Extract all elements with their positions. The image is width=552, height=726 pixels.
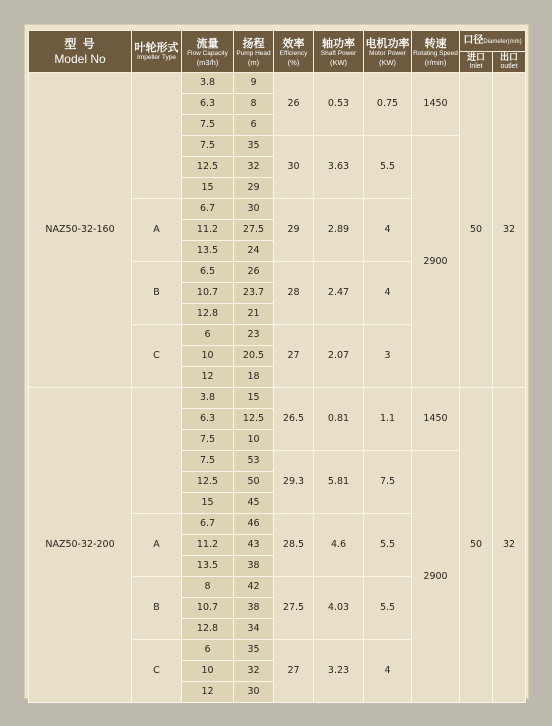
flow-cell: 12.8 [182, 619, 234, 640]
header-flow-unit: (m3/h) [196, 57, 219, 67]
flow-cell: 13.5 [182, 556, 234, 577]
header-efficiency-unit: (%) [287, 57, 300, 67]
efficiency-cell: 27.5 [274, 577, 314, 640]
header-row-1 [29, 31, 526, 52]
header-head-en: Pump Head [236, 49, 271, 57]
header-speed [412, 31, 460, 73]
header-impeller [132, 31, 182, 73]
head-cell: 32 [234, 661, 274, 682]
flow-cell: 7.5 [182, 451, 234, 472]
inlet-cell: 50 [460, 388, 493, 703]
shaft-power-cell: 2.89 [314, 199, 364, 262]
flow-cell: 6.5 [182, 262, 234, 283]
flow-cell: 10 [182, 346, 234, 367]
flow-cell: 12.5 [182, 472, 234, 493]
head-cell: 32 [234, 157, 274, 178]
inlet-cell: 50 [460, 73, 493, 388]
header-diameter-en: Diameter(mm) [483, 38, 522, 45]
efficiency-cell: 28.5 [274, 514, 314, 577]
motor-power-cell: 5.5 [364, 514, 412, 577]
table-row [29, 388, 526, 409]
flow-cell: 3.8 [182, 73, 234, 94]
header-model [29, 31, 132, 73]
shaft-power-cell: 0.81 [314, 388, 364, 451]
model-cell: NAZ50-32-200 [29, 388, 132, 703]
motor-power-cell: 4 [364, 199, 412, 262]
head-cell: 23.7 [234, 283, 274, 304]
flow-cell: 15 [182, 493, 234, 514]
shaft-power-cell: 2.47 [314, 262, 364, 325]
head-cell: 38 [234, 556, 274, 577]
head-cell: 30 [234, 682, 274, 703]
flow-cell: 11.2 [182, 220, 234, 241]
spec-table-body [29, 73, 526, 703]
flow-cell: 3.8 [182, 388, 234, 409]
head-cell: 10 [234, 430, 274, 451]
motor-power-cell: 1.1 [364, 388, 412, 451]
header-outlet-cn: 出口 [499, 53, 518, 63]
motor-power-cell: 4 [364, 262, 412, 325]
head-cell: 27.5 [234, 220, 274, 241]
header-impeller-en: Impeller Type [137, 54, 176, 61]
head-cell: 50 [234, 472, 274, 493]
efficiency-cell: 29.3 [274, 451, 314, 514]
header-inlet [460, 52, 493, 73]
header-outlet-en: outlet [500, 63, 518, 70]
head-cell: 18 [234, 367, 274, 388]
impeller-cell: A [132, 199, 182, 262]
efficiency-cell: 26 [274, 73, 314, 136]
outlet-cell: 32 [493, 73, 526, 388]
model-cell: NAZ50-32-160 [29, 73, 132, 388]
flow-cell: 7.5 [182, 115, 234, 136]
head-cell: 24 [234, 241, 274, 262]
header-motor-power [364, 31, 412, 73]
header-speed-cn: 转速 [424, 36, 447, 50]
head-cell: 46 [234, 514, 274, 535]
header-flow [182, 31, 234, 73]
impeller-cell: C [132, 325, 182, 388]
speed-cell: 2900 [412, 451, 460, 703]
flow-cell: 15 [182, 178, 234, 199]
shaft-power-cell: 2.07 [314, 325, 364, 388]
head-cell: 30 [234, 199, 274, 220]
head-cell: 12.5 [234, 409, 274, 430]
shaft-power-cell: 4.03 [314, 577, 364, 640]
flow-cell: 7.5 [182, 430, 234, 451]
flow-cell: 12 [182, 682, 234, 703]
flow-cell: 10 [182, 661, 234, 682]
motor-power-cell: 3 [364, 325, 412, 388]
motor-power-cell: 0.75 [364, 73, 412, 136]
flow-cell: 10.7 [182, 598, 234, 619]
header-inlet-en: Inlet [469, 63, 483, 70]
shaft-power-cell: 3.23 [314, 640, 364, 703]
head-cell: 35 [234, 136, 274, 157]
header-diameter [460, 31, 526, 52]
header-efficiency [274, 31, 314, 73]
table-row [29, 73, 526, 94]
flow-cell: 8 [182, 577, 234, 598]
shaft-power-cell: 0.53 [314, 73, 364, 136]
efficiency-cell: 26.5 [274, 388, 314, 451]
head-cell: 34 [234, 619, 274, 640]
flow-cell: 6.7 [182, 199, 234, 220]
head-cell: 6 [234, 115, 274, 136]
header-diameter-cn: 口径 [463, 34, 484, 46]
header-shaft-en: Shaft Power [320, 49, 357, 57]
head-cell: 42 [234, 577, 274, 598]
flow-cell: 6.3 [182, 409, 234, 430]
header-flow-cn: 流量 [196, 36, 219, 50]
impeller-cell: C [132, 640, 182, 703]
shaft-power-cell: 3.63 [314, 136, 364, 199]
shaft-power-cell: 4.6 [314, 514, 364, 577]
motor-power-cell: 7.5 [364, 451, 412, 514]
outlet-cell: 32 [493, 388, 526, 703]
efficiency-cell: 30 [274, 136, 314, 199]
speed-cell: 2900 [412, 136, 460, 388]
head-cell: 9 [234, 73, 274, 94]
speed-cell: 1450 [412, 73, 460, 136]
head-cell: 26 [234, 262, 274, 283]
header-head [234, 31, 274, 73]
efficiency-cell: 27 [274, 640, 314, 703]
header-flow-en: Flow Capacity [187, 49, 228, 57]
header-outlet [493, 52, 526, 73]
header-inlet-cn: 进口 [466, 53, 485, 63]
head-cell: 29 [234, 178, 274, 199]
header-motor-cn: 电机功率 [365, 36, 410, 50]
head-cell: 8 [234, 94, 274, 115]
flow-cell: 12.8 [182, 304, 234, 325]
motor-power-cell: 5.5 [364, 577, 412, 640]
header-motor-en: Motor Power [369, 49, 406, 57]
flow-cell: 6.3 [182, 94, 234, 115]
impeller-cell: B [132, 577, 182, 640]
speed-cell: 1450 [412, 388, 460, 451]
head-cell: 53 [234, 451, 274, 472]
header-model-cn: 型 号 [64, 37, 96, 51]
head-cell: 35 [234, 640, 274, 661]
header-head-unit: (m) [247, 57, 260, 67]
header-model-en: Model No [54, 52, 106, 66]
efficiency-cell: 29 [274, 199, 314, 262]
flow-cell: 11.2 [182, 535, 234, 556]
pump-spec-table [28, 30, 526, 703]
motor-power-cell: 5.5 [364, 136, 412, 199]
header-shaft-unit: (KW) [329, 57, 348, 67]
flow-cell: 13.5 [182, 241, 234, 262]
flow-cell: 6 [182, 325, 234, 346]
header-motor-unit: (KW) [378, 57, 397, 67]
impeller-cell [132, 388, 182, 514]
flow-cell: 10.7 [182, 283, 234, 304]
flow-cell: 7.5 [182, 136, 234, 157]
head-cell: 43 [234, 535, 274, 556]
flow-cell: 12 [182, 367, 234, 388]
header-impeller-cn: 叶轮形式 [134, 41, 179, 54]
header-efficiency-cn: 效率 [282, 36, 305, 50]
header-speed-en: Rotating Speed [413, 49, 458, 57]
head-cell: 15 [234, 388, 274, 409]
impeller-cell: B [132, 262, 182, 325]
header-efficiency-en: Efficiency [279, 49, 308, 57]
impeller-cell [132, 73, 182, 199]
efficiency-cell: 27 [274, 325, 314, 388]
impeller-cell: A [132, 514, 182, 577]
header-speed-unit: (r/min) [424, 57, 447, 67]
head-cell: 38 [234, 598, 274, 619]
flow-cell: 12.5 [182, 157, 234, 178]
head-cell: 21 [234, 304, 274, 325]
header-shaft-cn: 轴功率 [322, 36, 355, 50]
header-head-cn: 扬程 [242, 36, 265, 50]
head-cell: 23 [234, 325, 274, 346]
efficiency-cell: 28 [274, 262, 314, 325]
head-cell: 45 [234, 493, 274, 514]
flow-cell: 6.7 [182, 514, 234, 535]
motor-power-cell: 4 [364, 640, 412, 703]
flow-cell: 6 [182, 640, 234, 661]
head-cell: 20.5 [234, 346, 274, 367]
header-shaft-power [314, 31, 364, 73]
shaft-power-cell: 5.81 [314, 451, 364, 514]
